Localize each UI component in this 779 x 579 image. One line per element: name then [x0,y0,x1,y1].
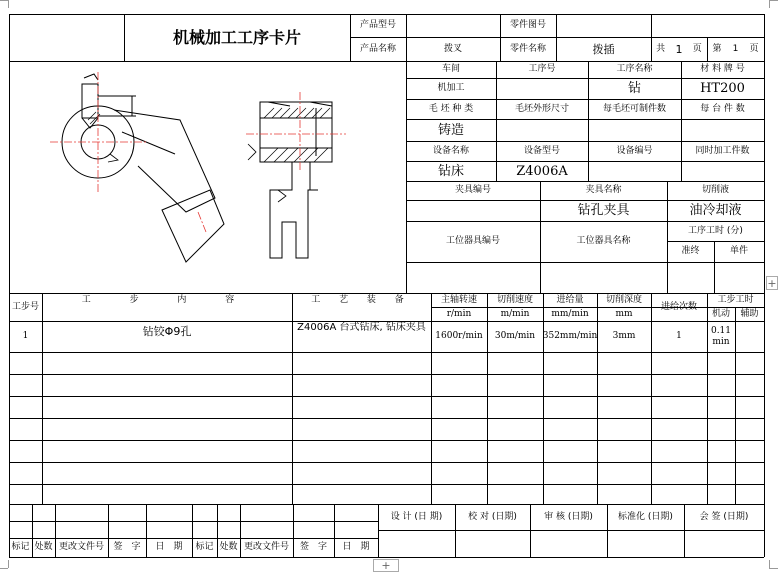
check-label: 校 对 (日期) [468,511,517,522]
machine-time-label: 机动 [711,308,730,319]
step-machine-time[interactable]: 0.11 min [710,325,732,347]
equip-no-label: 设备编号 [616,145,653,156]
product-model-value[interactable] [406,14,500,37]
step-content[interactable]: 钻铰Φ9孔 [142,325,192,338]
step-equipment[interactable]: Z4006A 台式钻床, 钻床夹具 [297,322,426,333]
section-fork [270,162,318,258]
review-label: 审 核 (日期) [544,511,593,522]
station-name-label: 工位器具名称 [576,236,631,246]
prep-label: 准终 [681,246,700,256]
step-no[interactable]: 1 [22,331,29,341]
spindle-label: 主轴转速 [440,294,477,305]
process-no-value[interactable] [496,78,588,99]
fixture-no-label: 夹具编号 [454,185,491,195]
total-label: 共 [656,43,666,54]
station-no-label: 工位器具编号 [445,236,500,246]
drill-chuck [84,74,98,80]
workshop-label: 车间 [441,64,460,74]
cut-speed-unit: m/min [500,308,530,319]
process-time-label: 工序工时 (分) [688,225,743,236]
depth-label: 切削深度 [605,294,642,305]
current-page [707,37,764,61]
page-label: 第 [712,43,722,54]
count-label-1: 处数 [34,542,53,552]
count-label-2: 处数 [219,542,238,552]
part-drawing-no-label: 零件图号 [509,20,546,30]
arm-edge [122,132,175,154]
fork-pad [162,190,224,262]
unit-label: 单件 [729,246,748,256]
step-equipment-label: 工 艺 装 备 [311,294,412,305]
step-spindle[interactable]: 1600r/min [435,331,483,341]
step-feed[interactable]: 352mm/min [542,331,598,341]
card-title: 机械加工工序卡片 [172,28,301,47]
mark-label-1: 标记 [11,542,30,552]
per-blank-label: 每毛坯可制件数 [602,103,666,114]
process-name-label: 工序名称 [616,64,653,74]
page-value[interactable]: 1 [732,43,739,54]
product-name-value[interactable]: 拨叉 [443,43,462,54]
doc-label-1: 更改文件号 [58,542,104,552]
sign-label-2: 签 字 [299,542,327,552]
step-cut-speed[interactable]: 30m/min [494,331,536,341]
drill-body [82,84,98,118]
passes-label: 进给次数 [660,301,697,312]
equip-model-value[interactable]: Z4006A [516,163,568,179]
blank-type-label: 毛 坯 种 类 [428,103,474,114]
per-unit-label: 每 台 件 数 [700,103,745,114]
step-aux-time[interactable] [735,321,764,352]
feed-label: 进给量 [556,294,584,305]
part-name-label: 零件名称 [509,43,546,54]
step-depth[interactable]: 3mm [612,331,636,341]
coolant-value[interactable]: 油冷却液 [689,203,742,218]
coolant-label: 切削液 [701,185,729,195]
total-value[interactable]: 1 [675,42,683,56]
doc-label-2: 更改文件号 [243,542,289,552]
total-unit: 页 [692,43,702,54]
process-name-value[interactable]: 钻 [627,81,641,96]
fixture-name-value[interactable]: 钻孔夹具 [577,203,630,218]
material-label: 材 料 牌 号 [700,64,745,74]
aux-time-label: 辅助 [740,308,759,319]
process-sketch [10,62,406,293]
center-lines [50,72,346,232]
date-label-1: 日 期 [155,542,183,552]
blank-type-value[interactable]: 铸造 [437,122,464,138]
depth-unit: mm [615,308,633,319]
standard-label: 标准化 (日期) [618,511,673,522]
add-row-icon[interactable]: + [373,559,399,572]
feed-unit: mm/min [551,308,589,319]
step-content-label: 工 步 内 容 [81,294,253,305]
page-unit: 页 [749,43,759,54]
countersign-label: 会 签 (日期) [699,511,749,522]
simul-label: 同时加工件数 [695,145,750,156]
section-bore [260,118,332,148]
fixture-name-label: 夹具名称 [585,185,622,195]
cut-speed-label: 切削速度 [496,294,533,305]
blank-size-label: 毛坯外形尺寸 [514,103,569,114]
step-passes[interactable]: 1 [676,331,682,341]
date-label-2: 日 期 [342,542,370,552]
equip-name-value[interactable]: 钻床 [437,163,464,179]
total-pages [651,37,707,61]
material-value[interactable]: HT200 [700,81,745,96]
locating-symbols [108,144,286,202]
part-drawing-no-value[interactable] [556,14,651,37]
step-time-label: 工步工时 [717,294,754,305]
sign-label-1: 签 字 [113,542,141,552]
mark-label-2: 标记 [195,542,214,552]
product-name-label: 产品名称 [359,43,396,54]
design-label: 设 计 (日 期) [390,511,443,522]
step-no-label: 工步号 [11,302,39,312]
process-no-label: 工序号 [528,64,556,74]
equip-model-label: 设备型号 [523,145,560,156]
part-name-value[interactable]: 拨插 [592,42,615,56]
workshop-value[interactable]: 机加工 [437,83,465,93]
add-column-icon[interactable]: + [767,276,777,290]
spindle-unit: r/min [446,308,472,319]
equip-name-label: 设备名称 [432,145,469,156]
product-model-label: 产品型号 [359,20,396,30]
